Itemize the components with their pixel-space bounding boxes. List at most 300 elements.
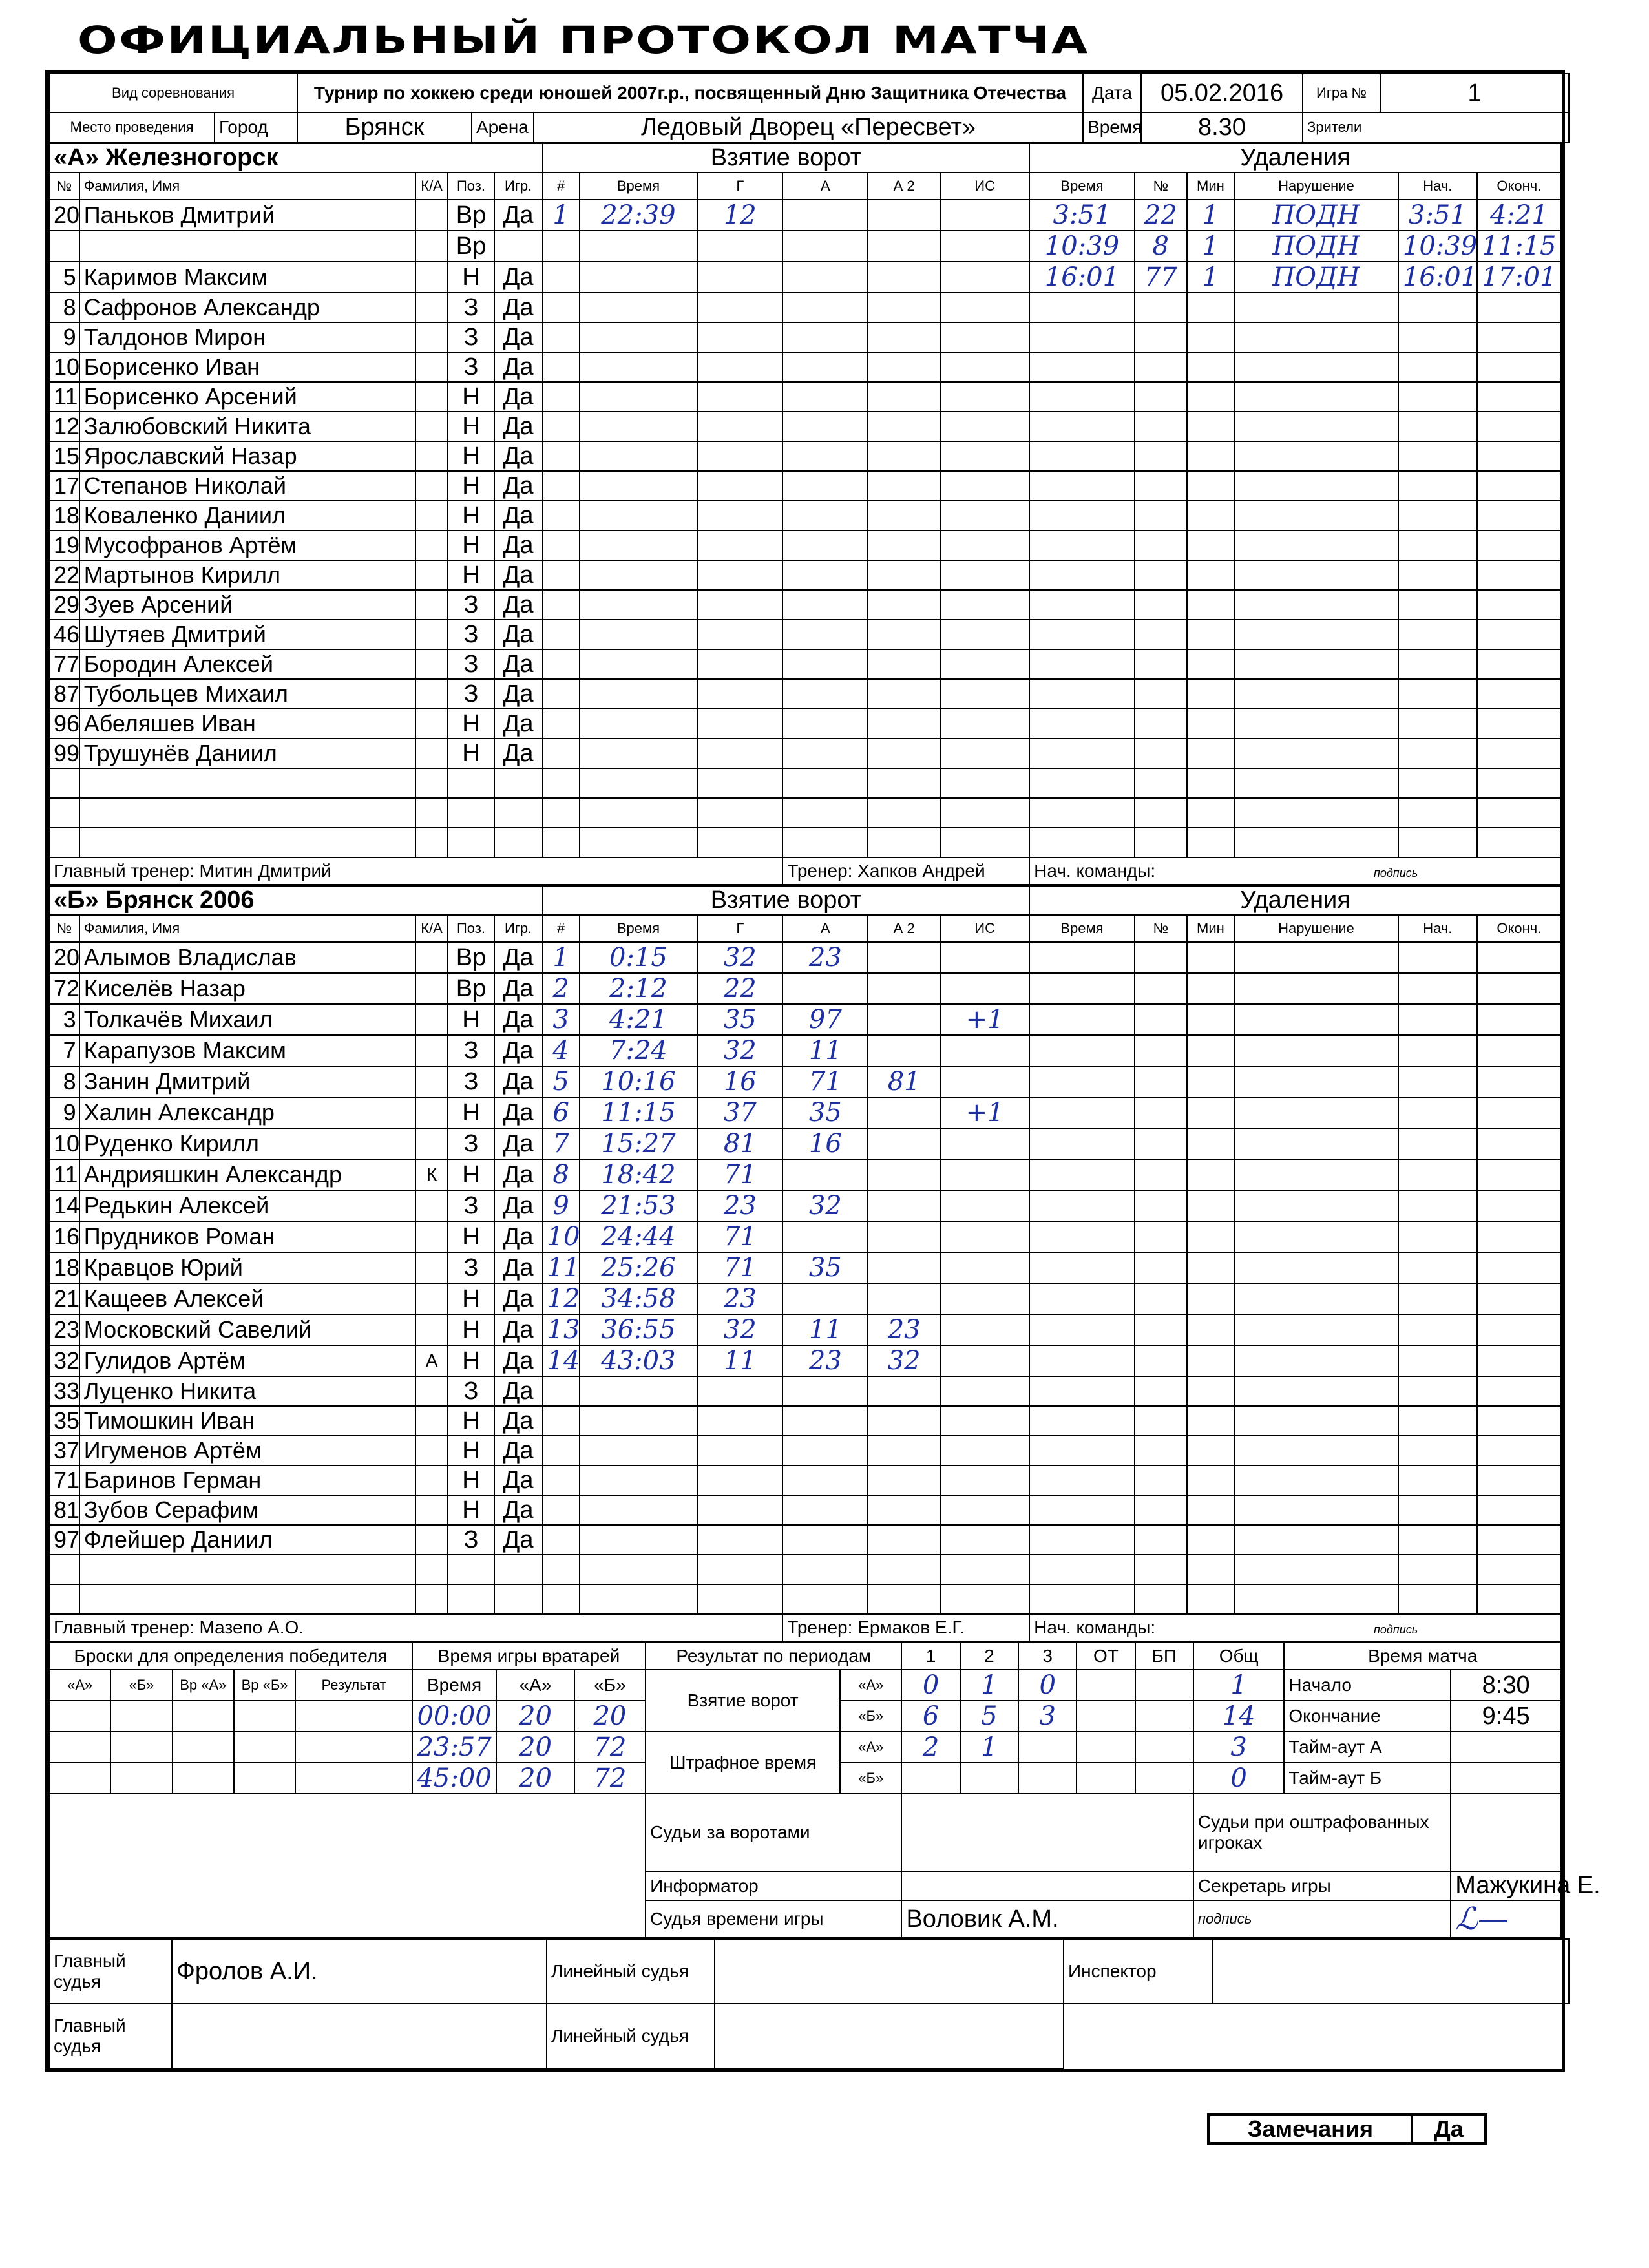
- goals-title-a: Взятие ворот: [543, 143, 1030, 173]
- penalty-start: [1398, 798, 1477, 828]
- penalty-start: [1398, 530, 1477, 560]
- player-name: Луценко Никита: [79, 1376, 415, 1406]
- goal-situation: [940, 1555, 1029, 1584]
- goal-assist: 97: [782, 1004, 868, 1035]
- penalty-player: [1135, 1314, 1187, 1345]
- period-2-header: 2: [960, 1643, 1018, 1670]
- pim-team-a-mark: «А»: [840, 1732, 901, 1763]
- penalty-infraction: [1234, 1066, 1398, 1097]
- penalty-infraction: [1234, 679, 1398, 709]
- penalty-minutes: 1: [1187, 262, 1234, 293]
- player-row: [49, 739, 1561, 768]
- goal-time: [580, 1376, 698, 1406]
- penalty-end: [1477, 709, 1561, 739]
- player-name: [79, 798, 415, 828]
- penalty-player: [1135, 1495, 1187, 1525]
- player-number: 17: [49, 471, 79, 501]
- goal-number: 8: [543, 1159, 580, 1190]
- player-number: 20: [49, 200, 79, 231]
- player-played: Да: [494, 1066, 543, 1097]
- goal-time: 24:44: [580, 1221, 698, 1252]
- goal-scorer: [697, 231, 782, 262]
- penalty-infraction: [1234, 942, 1398, 973]
- player-name: [79, 231, 415, 262]
- penalty-minutes: [1187, 739, 1234, 768]
- goal-assist2: [868, 560, 940, 590]
- player-name: Талдонов Мирон: [79, 322, 415, 352]
- goal-time: [580, 1525, 698, 1555]
- goal-situation: +1: [940, 1004, 1029, 1035]
- player-played: Да: [494, 1495, 543, 1525]
- goal-time: 15:27: [580, 1128, 698, 1159]
- penalty-minutes: [1187, 709, 1234, 739]
- player-number: 99: [49, 739, 79, 768]
- goal-assist: [782, 1465, 868, 1495]
- penalty-start: [1398, 1376, 1477, 1406]
- goal-time: [580, 262, 698, 293]
- player-played: [494, 231, 543, 262]
- timekeeper-signature: ℒ—: [1451, 1900, 1561, 1938]
- penalty-minutes: [1187, 441, 1234, 471]
- player-captain: А: [415, 1345, 448, 1376]
- player-row: [49, 798, 1561, 828]
- penalty-start: 16:01: [1398, 262, 1477, 293]
- player-played: Да: [494, 560, 543, 590]
- main-ref-label-1: Главный судья: [49, 1939, 172, 2004]
- penalty-time: [1029, 1004, 1134, 1035]
- player-position: З: [448, 322, 494, 352]
- goal-situation: [940, 1314, 1029, 1345]
- player-name: Кравцов Юрий: [79, 1252, 415, 1283]
- player-number: 16: [49, 1221, 79, 1252]
- penalty-time: [1029, 590, 1134, 620]
- player-played: Да: [494, 412, 543, 441]
- player-captain: [415, 942, 448, 973]
- player-row: [49, 200, 1561, 231]
- goal-scorer: [697, 1465, 782, 1495]
- player-position: Вр: [448, 942, 494, 973]
- city-label: Город: [215, 112, 297, 142]
- player-name: Прудников Роман: [79, 1221, 415, 1252]
- col-ka: К/А: [415, 173, 448, 200]
- goal-situation: [940, 1221, 1029, 1252]
- penalty-time: [1029, 768, 1134, 798]
- penalty-player: [1135, 649, 1187, 679]
- team-chief-label: Нач. команды:: [1034, 1617, 1156, 1637]
- penalty-infraction: [1234, 798, 1398, 828]
- penalty-infraction: [1234, 1345, 1398, 1376]
- player-row: [49, 709, 1561, 739]
- goal-time: [580, 590, 698, 620]
- pim-team-b-mark: «Б»: [840, 1763, 901, 1794]
- penalty-end: [1477, 679, 1561, 709]
- goals-b-p1: 6: [901, 1701, 960, 1732]
- player-position: З: [448, 1128, 494, 1159]
- penalty-minutes: [1187, 590, 1234, 620]
- col-goal-time: Время: [580, 915, 698, 942]
- player-position: Н: [448, 1406, 494, 1436]
- goal-time: 18:42: [580, 1159, 698, 1190]
- col-goal-assist2: А 2: [868, 915, 940, 942]
- goal-number: [543, 352, 580, 382]
- goal-situation: [940, 352, 1029, 382]
- goal-assist2: [868, 1159, 940, 1190]
- penalty-player: [1135, 412, 1187, 441]
- player-row: [49, 1376, 1561, 1406]
- penalty-minutes: [1187, 1525, 1234, 1555]
- player-played: Да: [494, 1097, 543, 1128]
- penalty-time: [1029, 1345, 1134, 1376]
- player-name: [79, 828, 415, 857]
- goal-scorer: 71: [697, 1252, 782, 1283]
- goal-situation: [940, 262, 1029, 293]
- penalty-minutes: [1187, 1035, 1234, 1066]
- player-name: Зубов Серафим: [79, 1495, 415, 1525]
- player-position: Н: [448, 1314, 494, 1345]
- goal-assist: 11: [782, 1035, 868, 1066]
- goal-number: [543, 262, 580, 293]
- goal-assist: [782, 828, 868, 857]
- penalty-minutes: [1187, 1252, 1234, 1283]
- goal-assist: [782, 1436, 868, 1465]
- penalty-start: [1398, 1495, 1477, 1525]
- player-position: Н: [448, 412, 494, 441]
- goal-number: 11: [543, 1252, 580, 1283]
- player-played: [494, 828, 543, 857]
- penalty-start: [1398, 828, 1477, 857]
- penalty-infraction: [1234, 1252, 1398, 1283]
- goal-situation: [940, 739, 1029, 768]
- penalty-time: [1029, 1525, 1134, 1555]
- penalty-start: [1398, 1584, 1477, 1614]
- goal-time: [580, 620, 698, 649]
- player-played: [494, 1584, 543, 1614]
- player-row: [49, 1436, 1561, 1465]
- goal-scorer: [697, 412, 782, 441]
- goal-situation: [940, 441, 1029, 471]
- col-pen-no: №: [1135, 915, 1187, 942]
- player-captain: [415, 768, 448, 798]
- penalty-minutes: [1187, 1495, 1234, 1525]
- signature-label: подпись: [1373, 1623, 1418, 1636]
- goal-time: [580, 560, 698, 590]
- player-played: Да: [494, 1190, 543, 1221]
- player-name: Шутяев Дмитрий: [79, 620, 415, 649]
- col-name: Фамилия, Имя: [79, 173, 415, 200]
- goal-assist: [782, 620, 868, 649]
- team-b-name: «Б» Брянск 2006: [49, 886, 543, 915]
- goal-assist2: [868, 530, 940, 560]
- goal-assist2: [868, 262, 940, 293]
- goal-situation: [940, 1252, 1029, 1283]
- goal-number: [543, 739, 580, 768]
- goal-number: 3: [543, 1004, 580, 1035]
- player-captain: [415, 798, 448, 828]
- player-number: 21: [49, 1283, 79, 1314]
- goal-number: [543, 679, 580, 709]
- goal-assist: [782, 590, 868, 620]
- goal-situation: [940, 560, 1029, 590]
- penalty-player: [1135, 942, 1187, 973]
- goal-assist: [782, 322, 868, 352]
- player-position: З: [448, 352, 494, 382]
- shootout-title: Броски для определения победителя: [49, 1643, 412, 1670]
- goals-team-a-mark: «А»: [840, 1670, 901, 1701]
- goal-situation: [940, 649, 1029, 679]
- goal-scorer: [697, 828, 782, 857]
- col-pen-time: Время: [1029, 173, 1134, 200]
- player-captain: [415, 679, 448, 709]
- gk-row2-a: 20: [496, 1732, 574, 1763]
- goal-number: [543, 441, 580, 471]
- goal-scorer: [697, 293, 782, 322]
- penalty-start: [1398, 322, 1477, 352]
- col-pen-start: Нач.: [1398, 173, 1477, 200]
- penalty-player: [1135, 1436, 1187, 1465]
- player-number: 81: [49, 1495, 79, 1525]
- penalty-start: [1398, 679, 1477, 709]
- player-number: 71: [49, 1465, 79, 1495]
- goal-assist: [782, 293, 868, 322]
- goal-scorer: [697, 620, 782, 649]
- penalty-player: 77: [1135, 262, 1187, 293]
- goal-assist: [782, 739, 868, 768]
- pim-b-p3: [1018, 1763, 1077, 1794]
- time-label: Время: [1083, 112, 1141, 142]
- player-number: 11: [49, 1159, 79, 1190]
- penalty-start: [1398, 620, 1477, 649]
- remarks-label: Замечания: [1210, 2116, 1413, 2142]
- penalty-minutes: [1187, 1584, 1234, 1614]
- penalty-infraction: [1234, 1097, 1398, 1128]
- goal-scorer: [697, 501, 782, 530]
- goal-assist2: [868, 739, 940, 768]
- player-number: 18: [49, 501, 79, 530]
- date-value: 05.02.2016: [1141, 74, 1303, 112]
- penalty-minutes: [1187, 1128, 1234, 1159]
- player-number: [49, 768, 79, 798]
- penalties-title-b: Удаления: [1029, 886, 1561, 915]
- penalty-start: [1398, 768, 1477, 798]
- player-row: [49, 1035, 1561, 1066]
- player-position: Вр: [448, 200, 494, 231]
- period-3-header: 3: [1018, 1643, 1077, 1670]
- penalty-minutes: [1187, 352, 1234, 382]
- penalty-start: [1398, 501, 1477, 530]
- timekeeper-label: Судья времени игры: [646, 1900, 901, 1938]
- penalty-time: [1029, 942, 1134, 973]
- goal-number: 6: [543, 1097, 580, 1128]
- player-number: 33: [49, 1376, 79, 1406]
- player-position: Н: [448, 1436, 494, 1465]
- goal-assist: [782, 200, 868, 231]
- penalty-minutes: [1187, 1283, 1234, 1314]
- goal-time: [580, 530, 698, 560]
- player-played: Да: [494, 942, 543, 973]
- player-name: Карапузов Максим: [79, 1035, 415, 1066]
- penalty-minutes: [1187, 1406, 1234, 1436]
- penalty-minutes: [1187, 560, 1234, 590]
- player-number: 37: [49, 1436, 79, 1465]
- penalty-end: [1477, 1525, 1561, 1555]
- penalty-start: [1398, 942, 1477, 973]
- penalty-player: 8: [1135, 231, 1187, 262]
- penalty-player: [1135, 828, 1187, 857]
- linesman-label-1: Линейный судья: [547, 1939, 715, 2004]
- player-name: Московский Савелий: [79, 1314, 415, 1345]
- player-row: [49, 501, 1561, 530]
- gk-row1-a: 20: [496, 1701, 574, 1732]
- goal-assist2: [868, 1376, 940, 1406]
- penalty-player: [1135, 1283, 1187, 1314]
- goals-b-p2: 5: [960, 1701, 1018, 1732]
- goal-scorer: 23: [697, 1190, 782, 1221]
- col-ka: К/А: [415, 915, 448, 942]
- player-position: З: [448, 1376, 494, 1406]
- penalty-minutes: [1187, 412, 1234, 441]
- goal-situation: [940, 768, 1029, 798]
- penalty-time: [1029, 382, 1134, 412]
- team-a-chief: [1029, 857, 1561, 885]
- goal-situation: [940, 1465, 1029, 1495]
- pim-a-total: 3: [1193, 1732, 1284, 1763]
- penalty-time: [1029, 620, 1134, 649]
- penalty-end: [1477, 1128, 1561, 1159]
- goal-number: 10: [543, 1221, 580, 1252]
- player-played: Да: [494, 262, 543, 293]
- goal-scorer: 32: [697, 1035, 782, 1066]
- goal-number: [543, 560, 580, 590]
- penalty-end: [1477, 1314, 1561, 1345]
- goal-number: [543, 1436, 580, 1465]
- goals-b-so: [1135, 1701, 1193, 1732]
- penalty-start: [1398, 352, 1477, 382]
- player-row: [49, 1190, 1561, 1221]
- goal-assist: 11: [782, 1314, 868, 1345]
- player-position: Н: [448, 1221, 494, 1252]
- penalty-end: [1477, 1345, 1561, 1376]
- penalty-time: [1029, 352, 1134, 382]
- penalty-player: [1135, 1584, 1187, 1614]
- penalty-start: [1398, 1221, 1477, 1252]
- player-name: Ярославский Назар: [79, 441, 415, 471]
- penalty-infraction: [1234, 620, 1398, 649]
- penalty-start: [1398, 1555, 1477, 1584]
- goal-scorer: [697, 1406, 782, 1436]
- head-coach-label: Главный тренер:: [54, 861, 194, 881]
- goal-assist2: [868, 1252, 940, 1283]
- player-row: [49, 590, 1561, 620]
- player-played: Да: [494, 441, 543, 471]
- penalty-time: [1029, 530, 1134, 560]
- penalty-player: [1135, 679, 1187, 709]
- penalty-end: 11:15: [1477, 231, 1561, 262]
- goal-assist2: [868, 942, 940, 973]
- goal-number: [543, 501, 580, 530]
- penalty-player: [1135, 441, 1187, 471]
- secretary-value: Мажукина Е.: [1451, 1871, 1561, 1900]
- goal-number: 7: [543, 1128, 580, 1159]
- player-captain: [415, 471, 448, 501]
- player-captain: [415, 1376, 448, 1406]
- goal-assist2: [868, 1465, 940, 1495]
- penalty-start: [1398, 1252, 1477, 1283]
- goal-time: 4:21: [580, 1004, 698, 1035]
- penalty-minutes: [1187, 1465, 1234, 1495]
- player-captain: [415, 973, 448, 1004]
- penalty-time: [1029, 293, 1134, 322]
- goal-assist2: [868, 471, 940, 501]
- penalty-minutes: [1187, 620, 1234, 649]
- coach-label: Тренер:: [787, 861, 853, 881]
- gk-row3-time: 45:00: [412, 1763, 496, 1794]
- penalty-start: [1398, 973, 1477, 1004]
- goals-a-p3: 0: [1018, 1670, 1077, 1701]
- goal-assist: 23: [782, 1345, 868, 1376]
- player-captain: [415, 1283, 448, 1314]
- player-position: Вр: [448, 231, 494, 262]
- goal-scorer: 37: [697, 1097, 782, 1128]
- penalty-player: [1135, 501, 1187, 530]
- goal-assist2: [868, 1495, 940, 1525]
- gk-row2-b: 72: [574, 1732, 646, 1763]
- goal-scorer: [697, 262, 782, 293]
- player-position: Н: [448, 1004, 494, 1035]
- player-captain: [415, 1004, 448, 1035]
- goals-a-ot: [1077, 1670, 1135, 1701]
- penalty-minutes: [1187, 501, 1234, 530]
- penalty-player: [1135, 352, 1187, 382]
- player-name: Андрияшкин Александр: [79, 1159, 415, 1190]
- penalty-minutes: [1187, 828, 1234, 857]
- goal-scorer: [697, 768, 782, 798]
- penalty-time: [1029, 1283, 1134, 1314]
- player-number: 19: [49, 530, 79, 560]
- goals-a-p1: 0: [901, 1670, 960, 1701]
- goal-time: 2:12: [580, 973, 698, 1004]
- penalty-time: [1029, 501, 1134, 530]
- penalty-minutes: 1: [1187, 200, 1234, 231]
- player-row: [49, 560, 1561, 590]
- goals-b-ot: [1077, 1701, 1135, 1732]
- player-number: 97: [49, 1525, 79, 1555]
- player-played: Да: [494, 471, 543, 501]
- penalty-player: [1135, 560, 1187, 590]
- arena-value: Ледовый Дворец «Пересвет»: [534, 112, 1083, 142]
- goal-assist2: [868, 798, 940, 828]
- goal-assist: [782, 471, 868, 501]
- player-played: Да: [494, 322, 543, 352]
- goal-situation: [940, 828, 1029, 857]
- penalty-infraction: [1234, 1525, 1398, 1555]
- goal-number: 9: [543, 1190, 580, 1221]
- goal-assist2: [868, 382, 940, 412]
- goal-time: [580, 1584, 698, 1614]
- player-captain: [415, 709, 448, 739]
- penalty-end: [1477, 649, 1561, 679]
- penalty-end: [1477, 352, 1561, 382]
- penalty-minutes: [1187, 1314, 1234, 1345]
- penalty-time: [1029, 1314, 1134, 1345]
- penalty-player: [1135, 322, 1187, 352]
- col-pen-no: №: [1135, 173, 1187, 200]
- goal-situation: [940, 620, 1029, 649]
- player-row: [49, 768, 1561, 798]
- penalty-end: [1477, 293, 1561, 322]
- goal-situation: [940, 1436, 1029, 1465]
- penalty-player: [1135, 709, 1187, 739]
- player-number: 8: [49, 293, 79, 322]
